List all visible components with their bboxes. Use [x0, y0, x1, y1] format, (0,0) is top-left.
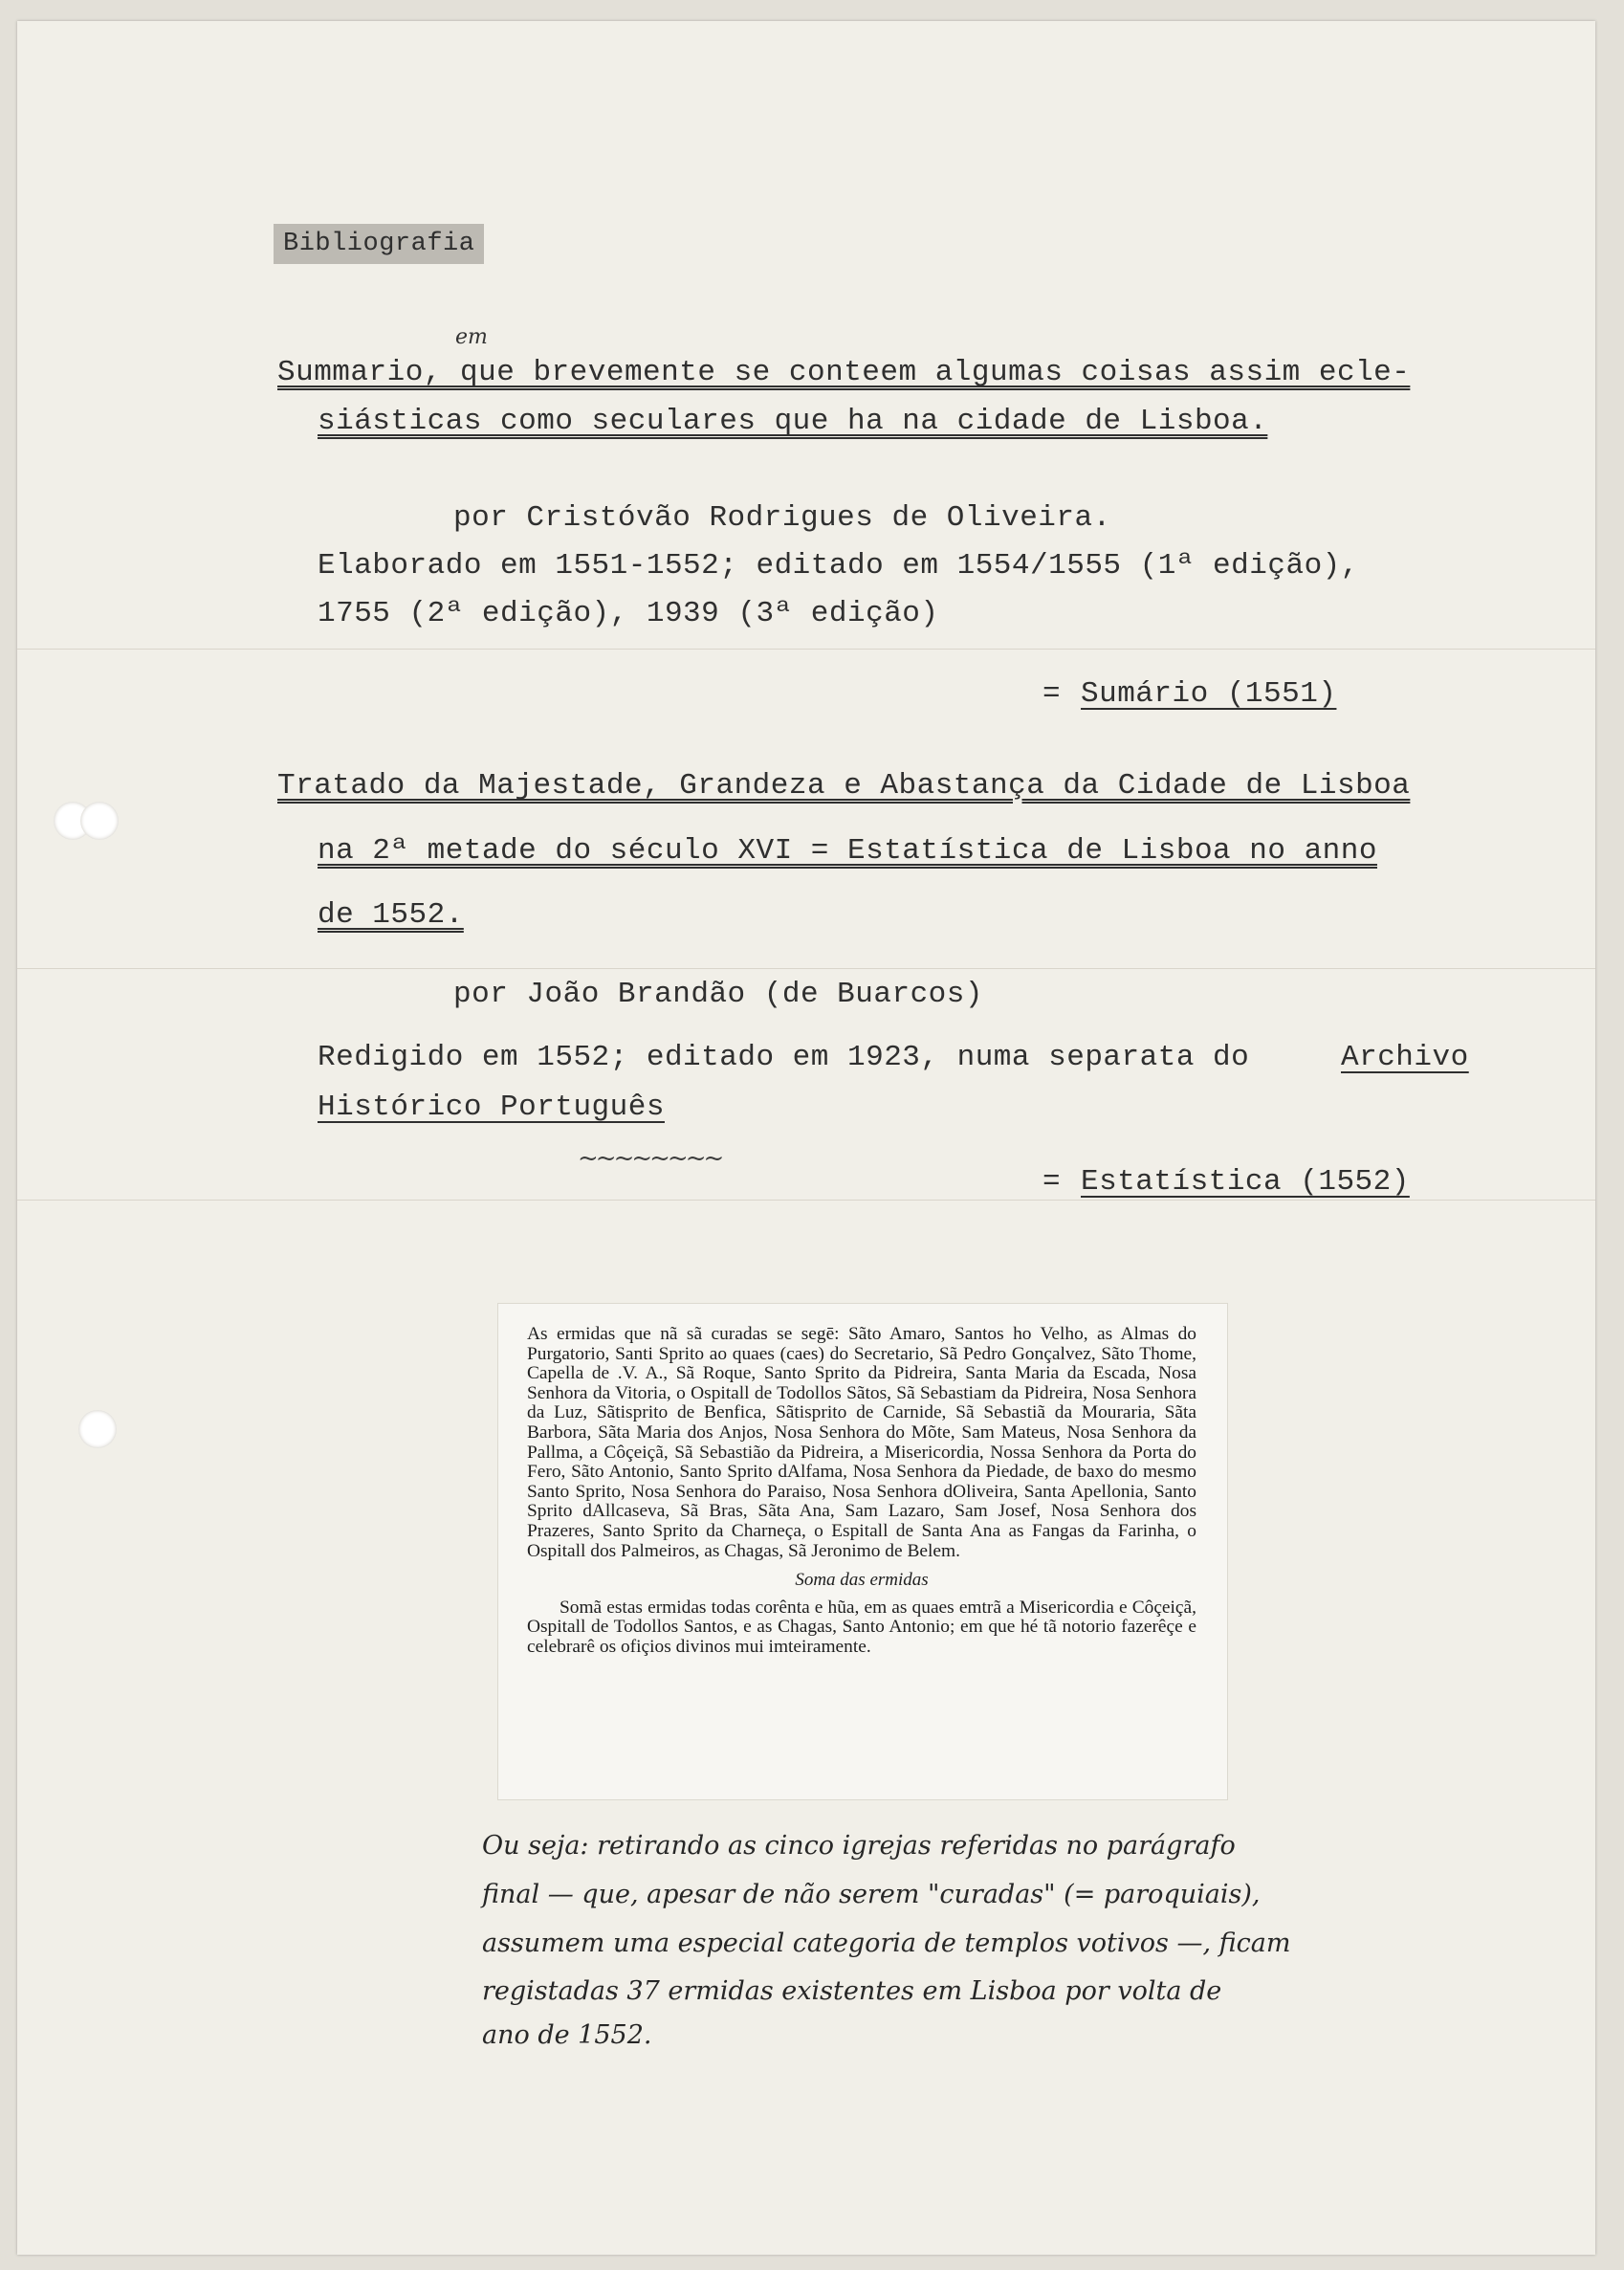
entry2-details-line1-a: Redigido em 1552; editado em 1923, numa separata do — [318, 1041, 1250, 1074]
entry1-details-line2: 1755 (2ª edição), 1939 (3ª edição) — [318, 597, 939, 630]
note-line2: final — que, apesar de não serem "curadas" (= paroquiais), — [482, 1880, 1261, 1909]
note-line5: ano de 1552. — [482, 2020, 652, 2050]
fold-line-upper — [17, 649, 1595, 650]
entry2-abbr-equals: = — [1042, 1165, 1062, 1199]
handwritten-insert-em: em — [455, 325, 488, 349]
entry2-title-line2: na 2ª metade do século XVI = Estatística de Lisboa no anno — [318, 834, 1377, 868]
entry2-author: por João Brandão (de Buarcos) — [453, 978, 983, 1011]
entry2-abbreviation: Estatística (1552) — [1081, 1165, 1410, 1199]
entry2-title-line1: Tratado da Majestade, Grandeza e Abastança da Cidade de Lisboa — [277, 769, 1411, 803]
entry2-title-line3: de 1552. — [318, 898, 464, 932]
entry1-author: por Cristóvão Rodrigues de Oliveira. — [453, 501, 1111, 535]
document-page — [17, 21, 1595, 2255]
entry1-title-line1: Summario, que brevemente se conteem algumas coisas assim ecle- — [277, 356, 1411, 389]
note-line3: assumem uma especial categoria de templos votivos —, ficam — [482, 1928, 1291, 1958]
entry1-abbr-equals: = — [1042, 677, 1062, 711]
entry1-abbreviation: Sumário (1551) — [1081, 677, 1337, 711]
bibliography-heading: Bibliografia — [274, 224, 484, 264]
entry2-details-line1-b: Archivo — [1341, 1041, 1469, 1074]
punch-hole-bottom — [78, 1410, 117, 1448]
printed-clipping — [497, 1303, 1228, 1800]
note-line4: registadas 37 ermidas existentes em Lisboa por volta de — [482, 1976, 1222, 2006]
entry1-details-line1: Elaborado em 1551-1552; editado em 1554/1555 (1ª edição), — [318, 549, 1359, 583]
note-line1: Ou seja: retirando as cinco igrejas referidas no parágrafo — [482, 1831, 1236, 1861]
fold-line-lower — [17, 1200, 1595, 1201]
scribble-strikeout-icon: ~~~~~~~~ — [578, 1144, 722, 1173]
clipping-paragraph-list: As ermidas que nã sã curadas se segē: Sãto Amaro, Santos ho Velho, as Almas do Purgatorio, Santi Sprito ao quaes (caes) do Secretario, Sã Pedro Gonçalvez, Sãto Thome, Capella de .V. A., Sã Roque, Santo Sprito da Pidreira, Santa Maria da Escada, Nosa Senhora da Vitoria, o Ospitall de Todollos Sãtos, Sã Sebastiam da Pidreira, Nosa Senhora da Luz, Sãtisprito de Benfica, Sãtisprito de Carnide, Sã Sebastiã da Mouraria, Sãta Barbora, Sãta Maria dos Anjos, Nosa Senhora do Mõte, Sam Mateus, Nosa Senhora da Pallma, a Côçeiçã, Sã Sebastião da Pidreira, a Misericordia, Nossa Senhora da Porta do Fero, Sãto Antonio, Santo Sprito dAlfama, Nosa Senhora da Piedade, de baxo do mesmo Santo Sprito, Nosa Senhora do Paraiso, Nosa Senhora dOliveira, Santa Apellonia, Santo Sprito dAllcaseva, Sã Bras, Sãta Ana, Sam Lazaro, Sam Josef, Nosa Senhora dos Prazeres, Santo Sprito da Charneça, o Espitall de Santa Ana as Fangas da Farinha, o Ospitall dos Palmeiros, as Chagas, Sã Jeronimo de Belem. — [527, 1324, 1196, 1561]
fold-line-middle — [17, 968, 1595, 969]
punch-hole-top-right — [80, 802, 119, 840]
entry1-title-line2: siásticas como seculares que ha na cidade de Lisboa. — [318, 405, 1268, 438]
clipping-paragraph-sum: Somã estas ermidas todas corênta e hũa, em as quaes emtrã a Misericordia e Côçeiçã, Ospitall de Todollos Santos, e as Chagas, Santo Antonio; em que hé tã notorio fazerêçe e celebrarê os ofiçios divinos mui imteiramente. — [527, 1597, 1196, 1657]
entry2-details-line2: Histórico Português — [318, 1091, 665, 1124]
clipping-subheading: Soma das ermidas — [795, 1570, 929, 1591]
